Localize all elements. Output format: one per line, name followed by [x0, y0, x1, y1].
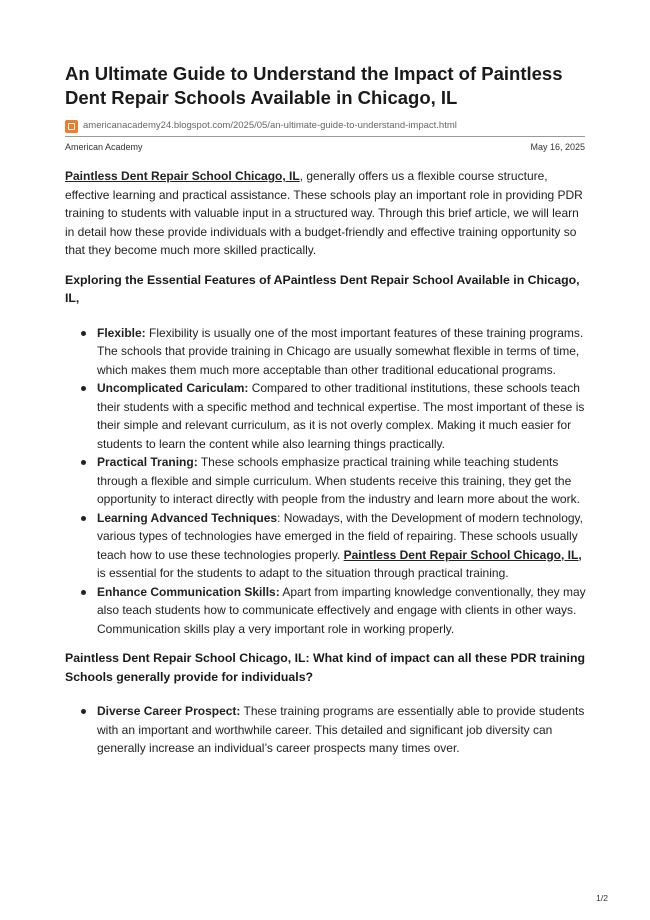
item-label: Uncomplicated Cariculam: [97, 381, 249, 395]
list-item [97, 453, 587, 509]
list-item [97, 702, 587, 758]
item-text: These schools emphasize practical training while teaching students through a flexible and simple curriculum. When students receive this training, they get the opportunity to interact directly with people from the industry and learn more about the work. [97, 455, 580, 506]
author-name: American Academy [65, 142, 143, 152]
impact-list [65, 702, 587, 758]
section-heading-features: Exploring the Essential Features of APaintless Dent Repair School Available in Chicago, IL, [65, 272, 580, 305]
source-url[interactable]: americanacademy24.blogspot.com/2025/05/an-ultimate-guide-to-understand-impact.html [83, 120, 457, 131]
inline-link[interactable]: Paintless Dent Repair School Chicago, IL, [343, 547, 582, 562]
list-item [97, 509, 587, 583]
article-body [65, 167, 587, 758]
publish-date: May 16, 2025 [530, 142, 585, 152]
section-heading-impact: Paintless Dent Repair School Chicago, IL: What kind of impact can all these PDR training Schools generally provide for individuals? [65, 651, 585, 684]
header-divider [65, 136, 585, 137]
list-item [97, 379, 587, 453]
item-label: Practical Traning: [97, 455, 198, 469]
item-label: Flexible: [97, 325, 146, 340]
article-title: An Ultimate Guide to Understand the Impact of Paintless Dent Repair Schools Available in Chicago, IL [65, 63, 563, 108]
source-row [65, 119, 585, 135]
item-text-after: is essential for the students to adapt to the situation through practical training. [97, 566, 509, 580]
item-text: Flexibility is usually one of the most important features of these training programs. The schools that provide training in Chicago are usually somewhat flexible in terms of time, which makes them much more acceptable than other traditional educational programs. [97, 325, 584, 377]
intro-link[interactable]: Paintless Dent Repair School Chicago, IL [65, 169, 300, 183]
item-label: Diverse Career Prospect: [97, 704, 241, 718]
intro-paragraph [65, 167, 587, 260]
blogger-icon [65, 120, 78, 133]
item-label: Learning Advanced Techniques [97, 510, 278, 525]
intro-text: , generally offers us a flexible course structure, effective learning and practical assistance. These schools play an important role in providing PDR training to students with valuable input in a structured way. Through this brief article, we will learn in detail how these provide individuals with a budget-friendly and effective training opportunity so that they become much more skilled practically. [65, 169, 583, 257]
item-label: Enhance Communication Skills: [97, 584, 280, 599]
list-item [97, 324, 587, 380]
page-number: 1/2 [596, 893, 608, 903]
item-text: Compared to other traditional institutions, these schools teach their students with a specific method and technical expertise. The most important of these is their simple and relevant curriculum, as it is not overly complex. Making it much easier for students to learn the content while also learning things practically. [97, 381, 585, 451]
features-list [65, 324, 587, 639]
list-item [97, 583, 587, 639]
item-text: Apart from imparting knowledge conventionally, they may also teach students how to communicate effectively and engage with clients in other ways. Communication skills play a very important role in working properly. [97, 584, 586, 636]
item-text: These training programs are essentially able to provide students with an important and worthwhile career. This detailed and significant job diversity can generally increase an individual’s career prospects many times over. [97, 704, 585, 755]
item-text: : Nowadays, with the Development of modern technology, various types of technologies have emerged in the field of repairing. These schools usually teach how to use these technologies properly. [97, 510, 583, 562]
